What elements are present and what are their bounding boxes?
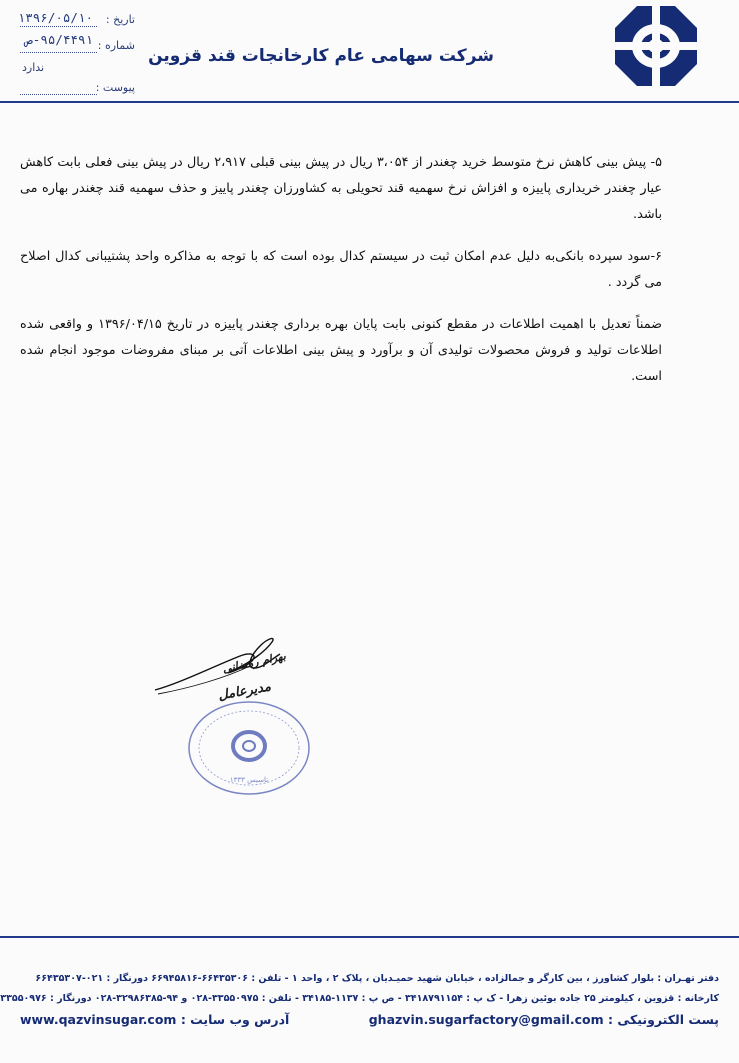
- paragraph-2: ۶-سود سپرده بانکی‌به دلیل عدم امکان ثبت در سیستم کدال بوده است که با توجه به مذاکره واحد پشتیبانی کدال اصلاح می گردد .: [20, 249, 662, 290]
- stamp-year-text: تاسیس ۱۳۳۳: [229, 776, 269, 784]
- website-label: آدرس وب سایت :: [180, 1012, 290, 1027]
- factory-address: کارخانه : قزوین ، کیلومتر ۲۵ جاده بوئین زهرا - ک پ : ۳۴۱۸۷۹۱۱۵۴ - ص پ : ۱۱۳۷-۳۴۱۸۵ - تلفن : ۳۳۵۵۰۹۷۵-۰۲۸ و ۹۴-۳۲۹۸۶۳۸۵-۰۲۸ دورنگار : ۳۳۵۵۰۹۷۶: [0, 993, 719, 1004]
- date-value: ۱۳۹۶/۰۵/۱۰: [17, 10, 93, 25]
- paragraph-1: ۵- پیش بینی کاهش نرخ متوسط خرید چغندر از ۳،۰۵۴ ریال در پیش بینی قبلی ۲،۹۱۷ ریال در پیش بینی فعلی بابت کاهش عیار چغندر خریداری پاییزه و افزاش نرخ سهمیه قند تحویلی به کشاورزان چغندر پاییز و حذف سهمیه قند چغندر بهاره می باشد.: [20, 155, 662, 222]
- date-label: تاریخ :: [105, 13, 135, 26]
- number-row: [20, 32, 135, 56]
- paragraph-3: ضمناً تعدیل با اهمیت اطلاعات در مقطع کنونی بابت پایان بهره برداری چغندر پاییزه در تاریخ ۱۳۹۶/۰۴/۱۵ و واقعی شده اطلاعات تولید و فروش محصولات تولیدی آن و برآورد و پیش بینی اطلاعات آتی بر مبنای مفروضات موجود انجام شده است.: [20, 317, 662, 384]
- footer-divider: [0, 936, 739, 938]
- tehran-office-address: دفتر تهـران : بلوار کشاورز ، بین کارگر و جمالزاده ، خیابان شهید حمیـدیان ، پلاک ۲ ، واحد ۱ - تلفن : ۶۶۴۳۵۳۰۶-۶۶۹۴۵۸۱۶ دورنگار : ۰۲۱-۶۶۴۳۵۳۰۷: [35, 973, 719, 984]
- attachment-row: [20, 78, 135, 98]
- attachment-label: پیوست :: [95, 81, 135, 94]
- website-link[interactable]: www.qazvinsugar.com: [20, 1012, 177, 1027]
- number-value: ۹۵/۴۴۹۱-ص: [25, 32, 93, 47]
- company-name: شرکت سهامی عام کارخانجات قند قزوین: [148, 46, 494, 66]
- header-divider: [0, 101, 739, 103]
- website-row: [20, 1012, 289, 1027]
- date-row: [17, 10, 135, 30]
- company-seal-stamp-icon: [185, 698, 313, 798]
- attachment-dotted-line: [20, 94, 97, 95]
- email-row: [369, 1012, 719, 1027]
- email-link[interactable]: ghazvin.sugarfactory@gmail.com: [368, 1012, 604, 1027]
- letter-body: [20, 150, 662, 390]
- letter-footer: [0, 960, 719, 1055]
- company-logo-icon: [615, 6, 697, 86]
- email-label: پست الکترونیکی :: [608, 1012, 719, 1027]
- attachment-value: ندارد: [22, 61, 45, 74]
- signatory-name: بهرام رمضانی: [221, 649, 287, 676]
- number-label: شماره :: [97, 39, 135, 52]
- number-dotted-line: [20, 52, 97, 53]
- signatory-title: مدیرعامل: [217, 679, 273, 704]
